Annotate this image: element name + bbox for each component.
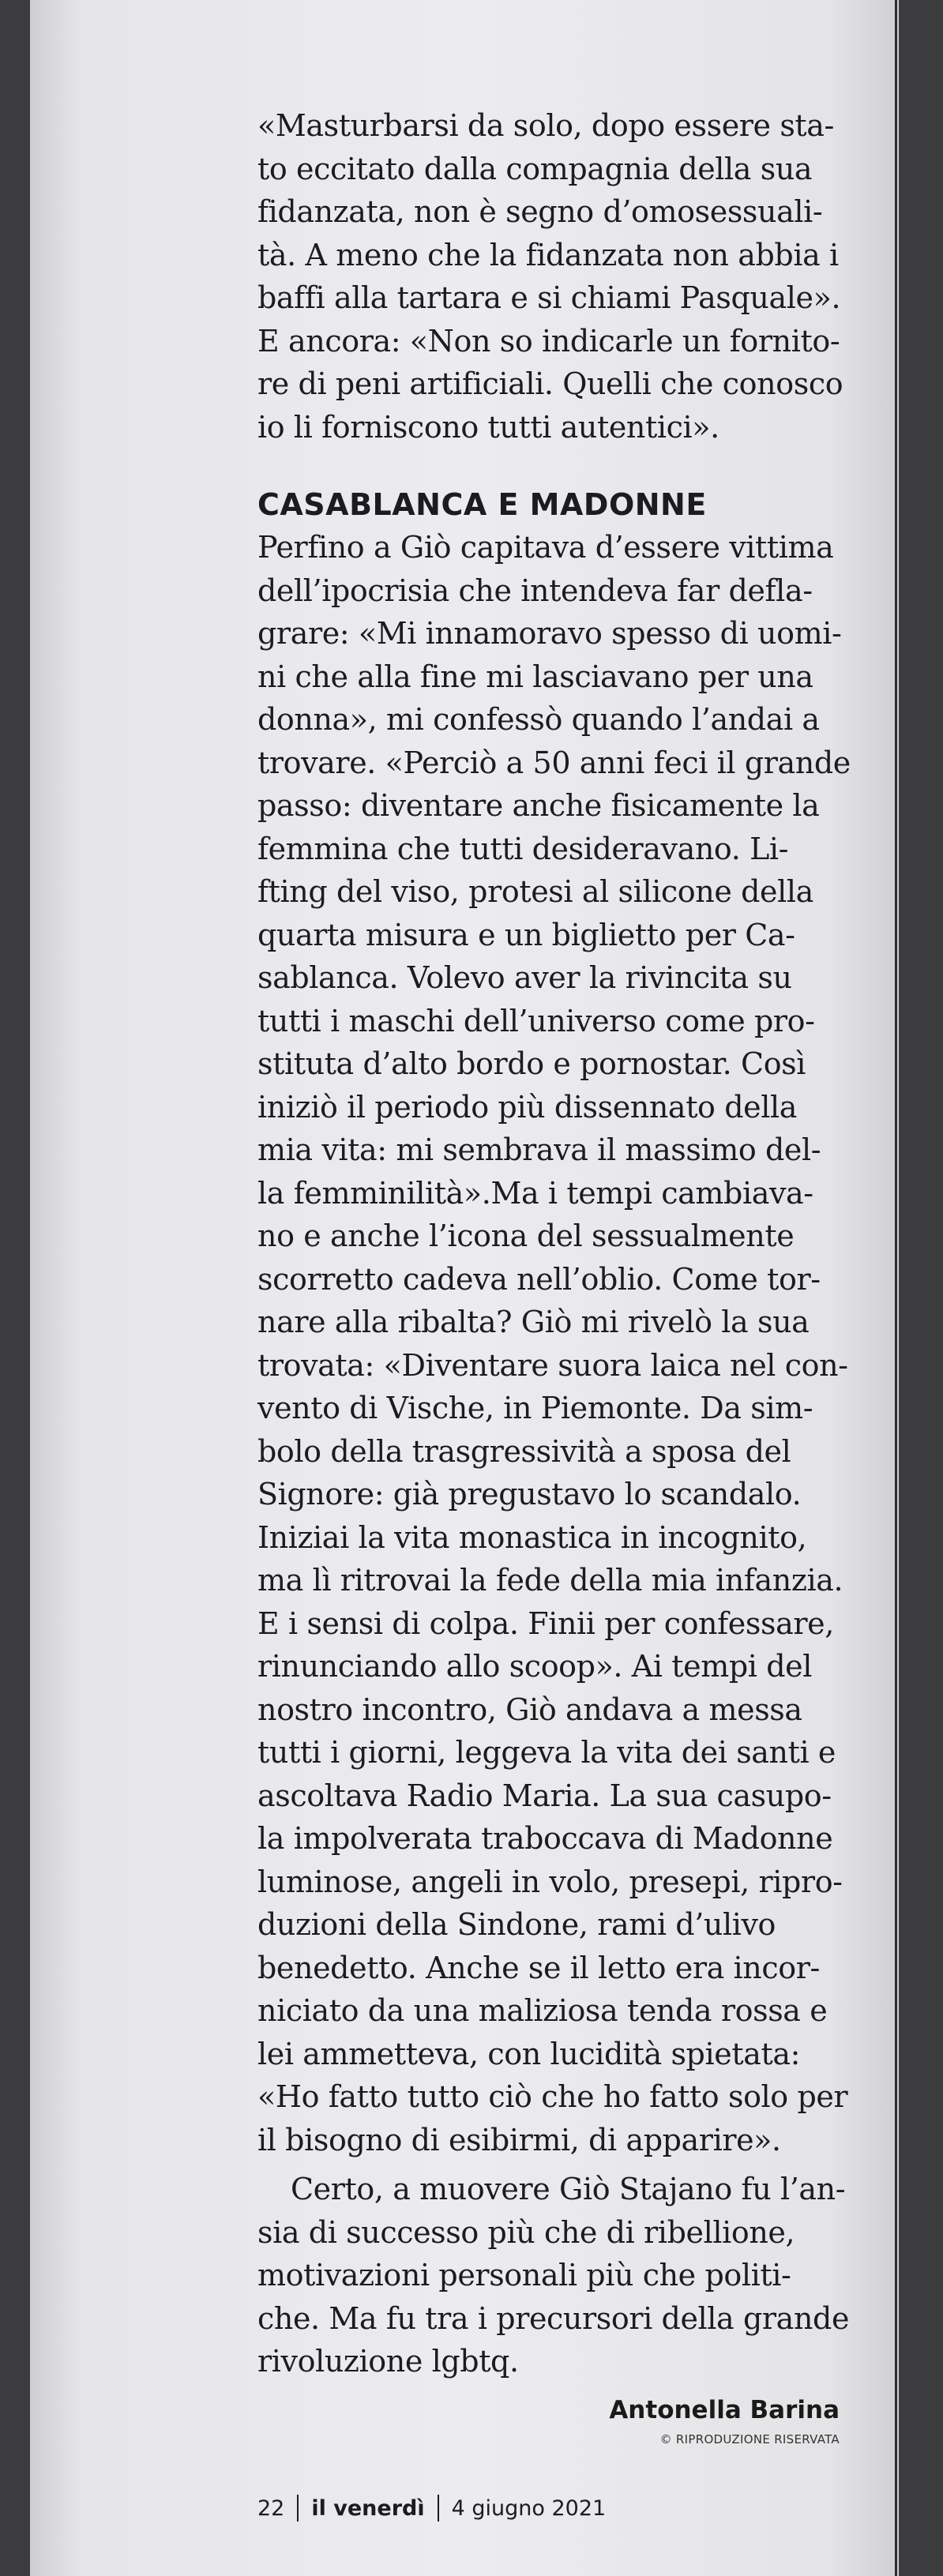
footer-divider [438, 2495, 439, 2522]
text-line: Certo, a muovere Giò Stajano fu l’an- [291, 2172, 846, 2206]
text-line: niciato da una maliziosa tenda rossa e [257, 1993, 828, 2028]
text-line: ascoltava Radio Maria. La sua casupo- [257, 1778, 832, 1813]
text-line: ni che alla fine mi lasciavano per una [257, 659, 813, 694]
text-line: E ancora: «Non so indicarle un fornito- [257, 323, 840, 359]
text-line: trovare. «Perciò a 50 anni feci il grande [257, 745, 851, 780]
text-line: E i sensi di colpa. Finii per confessare, [257, 1605, 834, 1641]
text-line: nostro incontro, Giò andava a messa [257, 1692, 802, 1727]
text-line: «Masturbarsi da solo, dopo essere sta- [257, 108, 834, 143]
text-line: grare: «Mi innamoravo spesso di uomi- [257, 616, 842, 651]
text-line: to eccitato dalla compagnia della sua [257, 151, 813, 186]
text-line: quarta misura e un biglietto per Ca- [257, 917, 795, 952]
magazine-name: il venerdì [311, 2495, 425, 2521]
article-column [257, 104, 870, 2383]
text-line: rinunciando allo scoop». Ai tempi del [257, 1649, 812, 1684]
text-line: tà. A meno che la fidanzata non abbia i [257, 237, 839, 272]
text-line: duzioni della Sindone, rami d’ulivo [257, 1907, 776, 1942]
magazine-page [30, 0, 899, 2576]
text-line: nare alla ribalta? Giò mi rivelò la sua [257, 1305, 810, 1339]
intro-paragraph [257, 104, 870, 449]
text-line: bolo della trasgressività a sposa del [257, 1433, 791, 1469]
text-line: stituta d’alto bordo e pornostar. Così [257, 1046, 806, 1081]
issue-date: 4 giugno 2021 [451, 2495, 607, 2521]
text-line: fidanzata, non è segno d’omosessuali- [257, 194, 823, 229]
text-line: iniziò il periodo più dissennato della [257, 1089, 797, 1125]
text-line: tutti i giorni, leggeva la vita dei santi e [257, 1735, 836, 1770]
footer-divider [297, 2495, 299, 2522]
text-line: donna», mi confessò quando l’andai a [257, 702, 820, 737]
text-line: sia di successo più che di ribellione, [257, 2214, 795, 2250]
text-line: Iniziai la vita monastica in incognito, [257, 1519, 807, 1555]
author-byline: Antonella Barina [609, 2396, 840, 2424]
text-line: femmina che tutti desideravano. Li- [257, 831, 789, 866]
closing-paragraph [257, 2168, 870, 2383]
text-line: sablanca. Volevo aver la rivincita su [257, 960, 792, 995]
text-line: tutti i maschi dell’universo come pro- [257, 1003, 815, 1038]
text-line: la impolverata traboccava di Madonne [257, 1821, 833, 1856]
text-line: ma lì ritrovai la fede della mia infanzia. [257, 1563, 843, 1598]
page-number: 22 [257, 2495, 285, 2521]
column-rule [895, 0, 897, 2576]
copyright-notice: © RIPRODUZIONE RISERVATA [659, 2432, 840, 2446]
text-line: il bisogno di esibirmi, di apparire». [257, 2122, 781, 2157]
text-line: lei ammetteva, con lucidità spietata: [257, 2036, 800, 2071]
text-line: re di peni artificiali. Quelli che conosco [257, 366, 843, 401]
text-line: scorretto cadeva nell’oblio. Come tor- [257, 1261, 821, 1297]
text-line: motivazioni personali più che politi- [257, 2258, 791, 2292]
text-line: Perfino a Giò capitava d’essere vittima [257, 530, 834, 565]
text-line: benedetto. Anche se il letto era incor- [257, 1950, 820, 1985]
text-line: dell’ipocrisia che intendeva far defla- [257, 573, 813, 608]
text-line: rivoluzione lgbtq. [257, 2344, 519, 2379]
text-line: passo: diventare anche fisicamente la [257, 788, 820, 823]
section-heading: CASABLANCA E MADONNE [257, 487, 707, 522]
text-line: fting del viso, protesi al silicone della [257, 874, 813, 909]
text-line: vento di Vische, in Piemonte. Da sim- [257, 1391, 813, 1425]
text-line: baffi alla tartara e si chiami Pasquale». [257, 280, 841, 315]
text-line: la femminilità».Ma i tempi cambiava- [257, 1175, 813, 1211]
text-line: no e anche l’icona del sessualmente [257, 1219, 795, 1253]
text-line: trovata: «Diventare suora laica nel con- [257, 1347, 848, 1383]
page-footer [257, 2492, 606, 2524]
text-line: che. Ma fu tra i precursori della grande [257, 2300, 850, 2336]
text-line: luminose, angeli in volo, presepi, ripro- [257, 1864, 843, 1899]
text-line: Signore: già pregustavo lo scandalo. [257, 1477, 802, 1511]
text-line: io li forniscono tutti autentici». [257, 409, 719, 445]
text-line: «Ho fatto tutto ciò che ho fatto solo per [257, 2079, 848, 2114]
text-line: mia vita: mi sembrava il massimo del- [257, 1132, 821, 1167]
body-paragraph [257, 526, 870, 2161]
